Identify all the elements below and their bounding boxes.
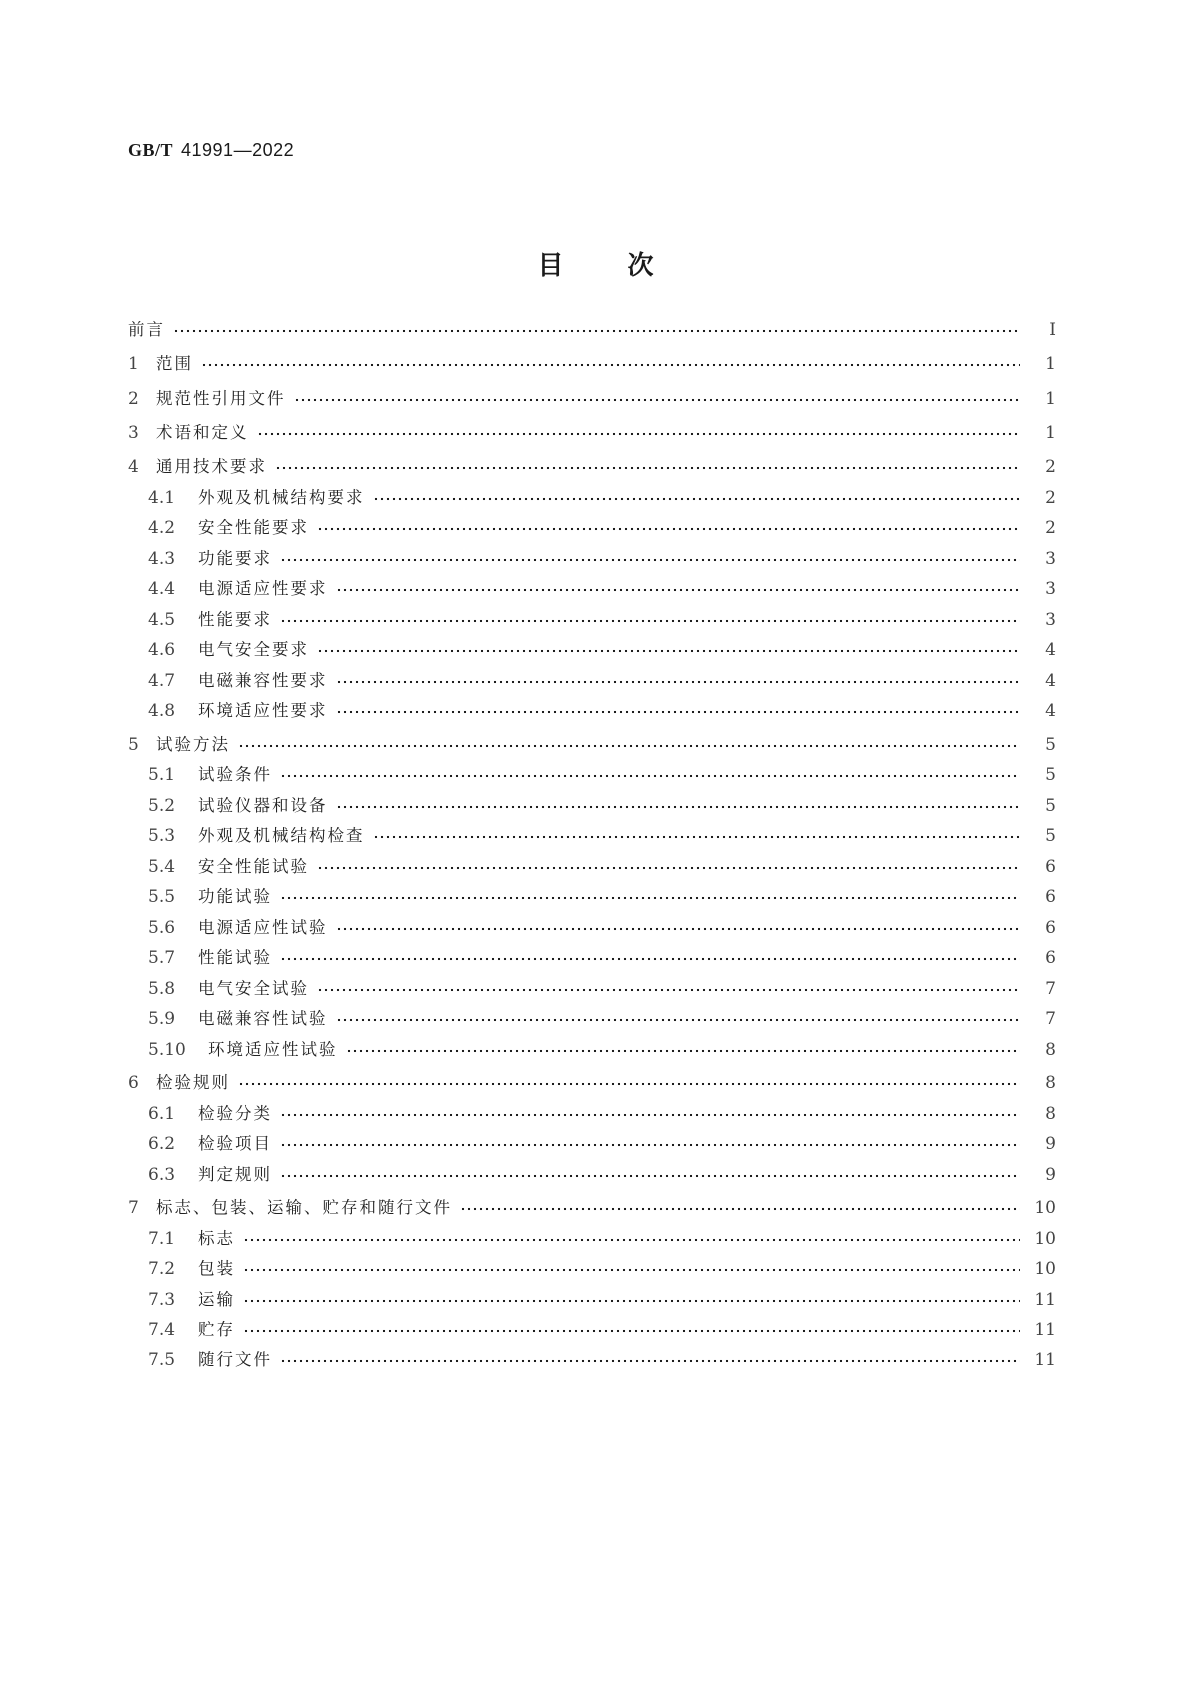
toc-entry-number: 4.1 <box>148 488 176 508</box>
toc-entry-label: 判定规则 <box>198 1165 272 1184</box>
toc-entry-number: 5.5 <box>148 887 176 907</box>
leader-dots <box>336 794 1021 818</box>
toc-entry-page: 8 <box>1045 1073 1056 1093</box>
toc-entry-page: 2 <box>1045 457 1056 477</box>
toc-entry[interactable] <box>148 577 1056 601</box>
toc-entry-number: 7.4 <box>148 1320 176 1340</box>
leader-dots <box>238 1071 1020 1095</box>
toc-entry-label: 贮存 <box>198 1320 235 1339</box>
leader-dots <box>336 669 1021 693</box>
leader-dots <box>460 1196 1020 1220</box>
toc-entry[interactable] <box>148 1102 1056 1126</box>
toc-entry-page: 10 <box>1034 1259 1056 1279</box>
toc-entry-label: 环境适应性要求 <box>198 701 328 720</box>
toc-entry-number: 5.8 <box>148 979 176 999</box>
page-title: 目次 <box>537 251 718 281</box>
leader-dots <box>280 1102 1020 1126</box>
leader-dots <box>280 1132 1020 1156</box>
toc-entry[interactable] <box>128 1196 1056 1220</box>
toc-entry-page: 10 <box>1034 1229 1056 1249</box>
toc-entry-page: 1 <box>1045 389 1056 409</box>
toc-entry[interactable] <box>148 1163 1056 1187</box>
toc-entry-label: 运输 <box>198 1290 235 1309</box>
toc-entry-label: 检验规则 <box>156 1073 230 1092</box>
toc-entry-number: 4.2 <box>148 518 176 538</box>
toc-entry-page: Ⅰ <box>1049 320 1056 340</box>
leader-dots <box>373 824 1021 848</box>
toc-entry-page: 10 <box>1034 1198 1056 1218</box>
toc-entry-number: 6.2 <box>148 1134 176 1154</box>
toc-entry-page: 1 <box>1045 354 1056 374</box>
toc-entry-number: 4.3 <box>148 549 176 569</box>
toc-entry-page: 8 <box>1045 1104 1056 1124</box>
toc-entry-label: 标志、包装、运输、贮存和随行文件 <box>156 1198 452 1217</box>
toc-entry-label: 电源适应性要求 <box>198 579 328 598</box>
leader-dots <box>346 1038 1021 1062</box>
toc-entry-number: 5.3 <box>148 826 176 846</box>
toc-entry[interactable] <box>148 1227 1056 1251</box>
toc-entry-label: 试验条件 <box>198 765 272 784</box>
toc-entry-page: 6 <box>1045 887 1056 907</box>
leader-dots <box>294 387 1021 411</box>
leader-dots <box>257 421 1021 445</box>
leader-dots <box>336 1007 1021 1031</box>
leader-dots <box>280 608 1020 632</box>
toc-entry-label: 安全性能试验 <box>198 857 309 876</box>
standard-number: 41991—2022 <box>181 140 295 160</box>
toc-entry-page: 11 <box>1034 1320 1056 1340</box>
toc-entry[interactable] <box>128 318 1056 342</box>
toc-entry-label: 电磁兼容性要求 <box>198 671 328 690</box>
toc-entry[interactable] <box>148 916 1056 940</box>
leader-dots <box>280 946 1020 970</box>
leader-dots <box>275 455 1020 479</box>
toc-entry-number: 4.8 <box>148 701 176 721</box>
toc-entry-number: 6.3 <box>148 1165 176 1185</box>
toc-entry[interactable] <box>148 516 1056 540</box>
toc-entry-number: 5.7 <box>148 948 176 968</box>
toc-entry-page: 3 <box>1045 549 1056 569</box>
toc-entry[interactable] <box>148 608 1056 632</box>
leader-dots <box>373 486 1021 510</box>
toc-entry-label: 外观及机械结构要求 <box>198 488 365 507</box>
toc-entry-label: 电磁兼容性试验 <box>198 1009 328 1028</box>
toc-entry-number: 5.2 <box>148 796 176 816</box>
toc-entry-page: 7 <box>1045 979 1056 999</box>
toc-entry-number: 7.3 <box>148 1290 176 1310</box>
toc-entry-page: 6 <box>1045 948 1056 968</box>
toc-entry-page: 6 <box>1045 857 1056 877</box>
toc-entry-label: 性能要求 <box>198 610 272 629</box>
toc-entry-page: 2 <box>1045 488 1056 508</box>
toc-entry-label: 电气安全要求 <box>198 640 309 659</box>
toc-entry-number: 6 <box>128 1073 139 1093</box>
toc-entry-label: 规范性引用文件 <box>156 389 286 408</box>
toc-entry-label: 试验方法 <box>156 735 230 754</box>
leader-dots <box>280 763 1020 787</box>
toc-entry-page: 9 <box>1045 1165 1056 1185</box>
toc-entry-number: 7 <box>128 1198 139 1218</box>
leader-dots <box>336 699 1021 723</box>
toc-entry-number: 5.1 <box>148 765 176 785</box>
toc-entry[interactable] <box>148 1007 1056 1031</box>
toc-entry-page: 7 <box>1045 1009 1056 1029</box>
toc-entry[interactable] <box>148 1288 1056 1312</box>
toc-entry-page: 11 <box>1034 1290 1056 1310</box>
leader-dots <box>317 516 1020 540</box>
toc-entry[interactable] <box>148 1318 1056 1342</box>
toc-entry-label: 术语和定义 <box>156 423 249 442</box>
toc-entry-number: 5 <box>128 735 139 755</box>
toc-entry[interactable] <box>148 669 1056 693</box>
leader-dots <box>243 1288 1020 1312</box>
toc-entry[interactable] <box>148 1132 1056 1156</box>
leader-dots <box>243 1257 1020 1281</box>
toc-entry-page: 1 <box>1045 423 1056 443</box>
toc-entry-label: 外观及机械结构检查 <box>198 826 365 845</box>
toc-entry-page: 5 <box>1045 826 1056 846</box>
leader-dots <box>280 1163 1020 1187</box>
leader-dots <box>238 733 1020 757</box>
toc-entry-page: 4 <box>1045 640 1056 660</box>
toc-entry-number: 4.5 <box>148 610 176 630</box>
toc-entry-page: 5 <box>1045 735 1056 755</box>
leader-dots <box>243 1318 1020 1342</box>
leader-dots <box>317 977 1020 1001</box>
toc-entry[interactable] <box>148 1257 1056 1281</box>
toc-entry[interactable] <box>148 855 1056 879</box>
toc-entry[interactable] <box>148 794 1056 818</box>
toc-entry-label: 功能要求 <box>198 549 272 568</box>
toc-entry-number: 4 <box>128 457 139 477</box>
toc-entry[interactable] <box>128 733 1056 757</box>
toc-entry[interactable] <box>128 387 1056 411</box>
toc-entry-page: 3 <box>1045 579 1056 599</box>
toc-entry[interactable] <box>128 352 1056 376</box>
toc-entry[interactable] <box>128 1071 1056 1095</box>
leader-dots <box>336 577 1021 601</box>
toc-entry[interactable] <box>148 763 1056 787</box>
toc-entry-number: 1 <box>128 354 139 374</box>
toc-entry-page: 3 <box>1045 610 1056 630</box>
toc-entry-number: 4.6 <box>148 640 176 660</box>
leader-dots <box>317 638 1020 662</box>
toc-entry[interactable] <box>128 421 1056 445</box>
toc-entry-label: 试验仪器和设备 <box>198 796 328 815</box>
leader-dots <box>173 318 1020 342</box>
toc-entry-page: 2 <box>1045 518 1056 538</box>
toc-entry-page: 8 <box>1045 1040 1056 1060</box>
standard-prefix: GB/T <box>128 140 174 160</box>
toc-entry-number: 3 <box>128 423 139 443</box>
toc-entry-number: 7.1 <box>148 1229 176 1249</box>
leader-dots <box>336 916 1021 940</box>
toc-entry-number: 2 <box>128 389 139 409</box>
toc-entry-page: 4 <box>1045 701 1056 721</box>
toc-entry-label: 包装 <box>198 1259 235 1278</box>
toc-entry-label: 标志 <box>198 1229 235 1248</box>
toc-entry-number: 4.7 <box>148 671 176 691</box>
toc-entry-label: 检验分类 <box>198 1104 272 1123</box>
toc-entry-label: 性能试验 <box>198 948 272 967</box>
leader-dots <box>280 1348 1020 1372</box>
toc-entry-label: 前言 <box>128 320 165 339</box>
toc-entry-label: 功能试验 <box>198 887 272 906</box>
toc-entry-label: 检验项目 <box>198 1134 272 1153</box>
toc-entry[interactable] <box>148 486 1056 510</box>
leader-dots <box>280 885 1020 909</box>
leader-dots <box>201 352 1020 376</box>
toc-entry-label: 通用技术要求 <box>156 457 267 476</box>
toc-entry[interactable] <box>148 1038 1056 1062</box>
toc-entry[interactable] <box>148 638 1056 662</box>
toc-entry[interactable] <box>148 977 1056 1001</box>
toc-entry[interactable] <box>148 1348 1056 1372</box>
leader-dots <box>280 547 1020 571</box>
toc-entry[interactable] <box>128 455 1056 479</box>
document-header <box>128 140 294 161</box>
toc-entry-page: 9 <box>1045 1134 1056 1154</box>
toc-entry[interactable] <box>148 946 1056 970</box>
toc-entry-page: 11 <box>1034 1350 1056 1370</box>
toc-entry-label: 电气安全试验 <box>198 979 309 998</box>
toc-entry-label: 随行文件 <box>198 1350 272 1369</box>
toc-entry[interactable] <box>148 824 1056 848</box>
toc-entry[interactable] <box>148 547 1056 571</box>
toc-entry-number: 5.9 <box>148 1009 176 1029</box>
toc-entry-number: 5.4 <box>148 857 176 877</box>
toc-entry-label: 安全性能要求 <box>198 518 309 537</box>
toc-entry-number: 7.2 <box>148 1259 176 1279</box>
leader-dots <box>317 855 1020 879</box>
toc-entry[interactable] <box>148 699 1056 723</box>
toc-entry-page: 5 <box>1045 765 1056 785</box>
toc-entry-number: 4.4 <box>148 579 176 599</box>
toc-entry-page: 5 <box>1045 796 1056 816</box>
toc-entry-page: 4 <box>1045 671 1056 691</box>
toc-entry-label: 电源适应性试验 <box>198 918 328 937</box>
toc-entry[interactable] <box>148 885 1056 909</box>
leader-dots <box>243 1227 1020 1251</box>
toc-entry-page: 6 <box>1045 918 1056 938</box>
toc-entry-number: 5.6 <box>148 918 176 938</box>
toc-entry-number: 7.5 <box>148 1350 176 1370</box>
toc-entry-label: 环境适应性试验 <box>208 1040 338 1059</box>
toc-entry-number: 6.1 <box>148 1104 176 1124</box>
toc-entry-label: 范围 <box>156 354 193 373</box>
toc-entry-number: 5.10 <box>148 1040 186 1060</box>
